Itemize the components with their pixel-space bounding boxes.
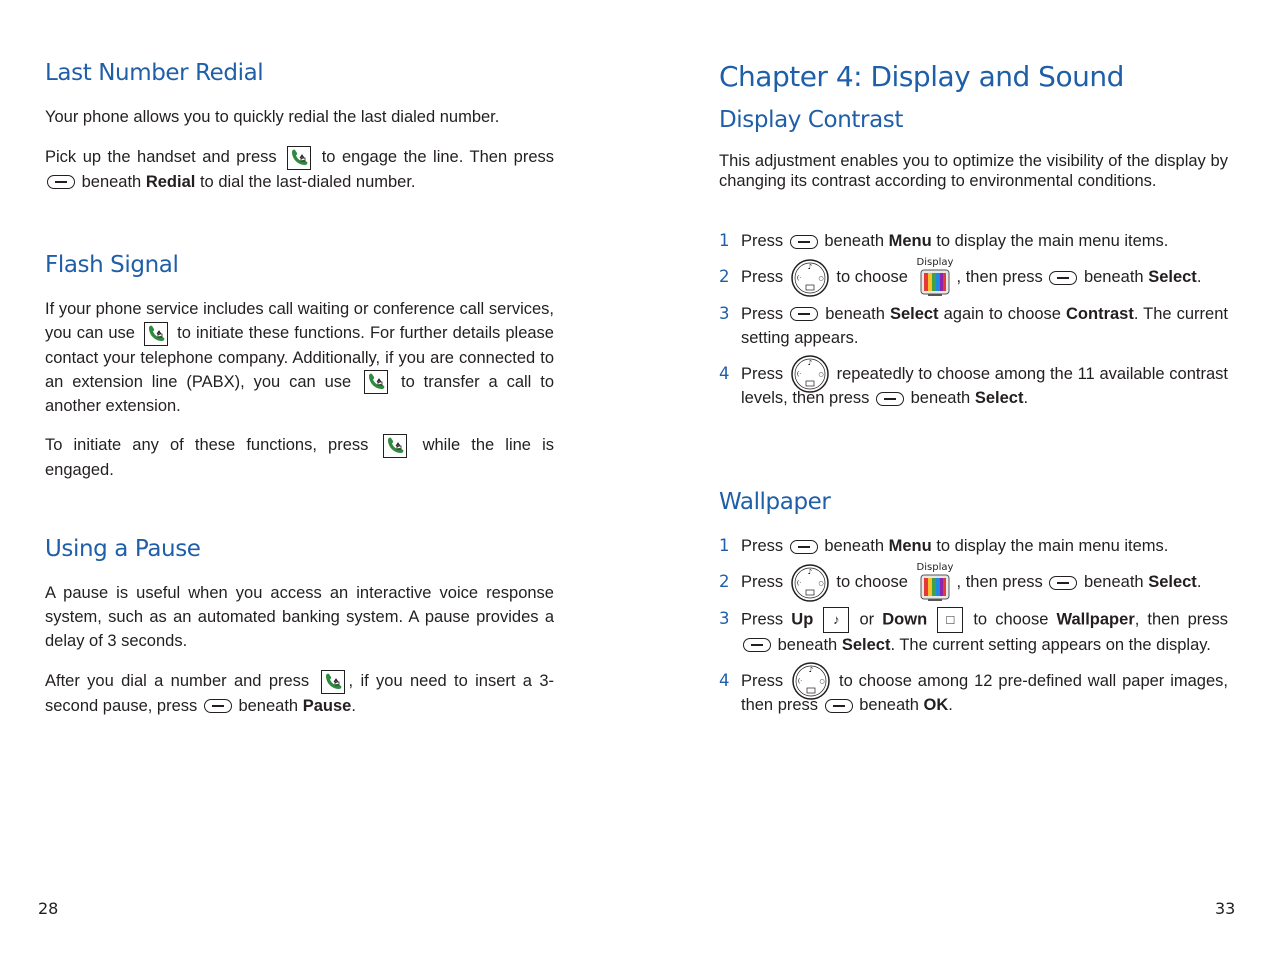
phone-talk-icon [383,434,407,458]
phone-talk-icon [287,146,311,170]
down-key-icon: □ [937,607,963,633]
contrast-step-3: 3 Press beneath Select again to choose Contrast. The current setting appears. [719,303,1228,347]
right-page [719,0,1228,954]
svg-text:♪: ♪ [807,262,813,271]
display-menu-icon: Display [917,563,953,603]
phone-talk-icon [321,670,345,694]
svg-text:○: ○ [818,371,824,379]
svg-text:○: ○ [819,678,825,686]
contrast-intro: This adjustment enables you to optimize the visibility of the display by changing its contrast according to environmental conditions. [719,152,1228,190]
flash-paragraph-2: To initiate any of these functions, press while the line is engaged. [45,433,554,482]
wallpaper-step-4: 4 Press ♪ (· ○ to choose among 12 pre-defined wall paper images, then press beneath OK. [719,669,1228,718]
wallpaper-step-3: 3 Press Up ♪ or Down □ to choose Wallpaper, then press beneath Select. The current setting appears on the display. [719,608,1228,654]
display-menu-icon: Display [917,258,953,298]
svg-text:(·: (· [796,371,802,379]
svg-text:♪: ♪ [807,567,813,576]
svg-text:(·: (· [797,678,803,686]
wallpaper-step-1: 1 Press beneath Menu to display the main menu items. [719,536,1169,555]
navigation-key-icon [790,563,830,603]
soft-key-icon [790,307,818,321]
page-number-left: 28 [38,899,59,918]
phone-talk-icon [144,322,168,346]
section-title-flash: Flash Signal [45,252,179,278]
soft-key-icon [47,175,75,189]
soft-key-icon [1049,576,1077,590]
contrast-step-4: 4 Press ♪ (· ○ repeatedly to choose among the 11 available contrast levels, then press beneath Select. [719,362,1228,411]
contrast-step-1: 1 Press beneath Menu to display the main menu items. [719,231,1169,250]
chapter-title: Chapter 4: Display and Sound [719,60,1124,93]
soft-key-icon [743,638,771,652]
svg-text:♪: ♪ [808,666,814,675]
svg-text:♪: ♪ [807,359,813,368]
soft-key-icon [1049,271,1077,285]
flash-paragraph-1: If your phone service includes call waiting or conference call services, you can use to initiate these functions. For further details please contact your telephone company. Additionally, if you are connected to an extension line (PABX), you can use to transfer a call to another extension. [45,300,555,416]
svg-text:(·: (· [796,274,801,282]
up-key-icon: ♪ [823,607,849,633]
redial-paragraph-2: Pick up the handset and press to engage the line. Then press beneath Redial to dial the last-dialed number. [45,145,554,194]
page-number-right: 33 [1215,899,1236,918]
svg-text:○: ○ [818,274,824,282]
wallpaper-steps [719,534,1228,717]
left-page [45,0,554,954]
section-title-redial: Last Number Redial [45,60,264,86]
soft-key-icon [790,540,818,554]
navigation-key-icon [790,258,830,298]
soft-key-icon [790,235,818,249]
redial-paragraph-1: Your phone allows you to quickly redial the last dialed number. [45,108,500,126]
contrast-steps [719,229,1228,410]
soft-key-icon [204,699,232,713]
phone-talk-icon [364,370,388,394]
section-title-wallpaper: Wallpaper [719,489,831,515]
svg-text:○: ○ [818,579,824,587]
soft-key-icon [876,392,904,406]
soft-key-icon [825,699,853,713]
contrast-step-2: 2 Press ♪ (· ○ to choose Display , then press beneath Select. [719,265,1228,290]
svg-text:(·: (· [796,579,801,587]
wallpaper-step-2: 2 Press ♪ (· ○ to choose Display , then press beneath Select. [719,570,1228,595]
section-title-pause: Using a Pause [45,536,201,562]
section-title-contrast: Display Contrast [719,107,903,133]
pause-paragraph-2: After you dial a number and press , if you need to insert a 3-second pause, press beneath Pause. [45,669,554,718]
pause-paragraph-1: A pause is useful when you access an interactive voice response system, such as an automated banking system. A pause provides a delay of 3 seconds. [45,584,554,650]
